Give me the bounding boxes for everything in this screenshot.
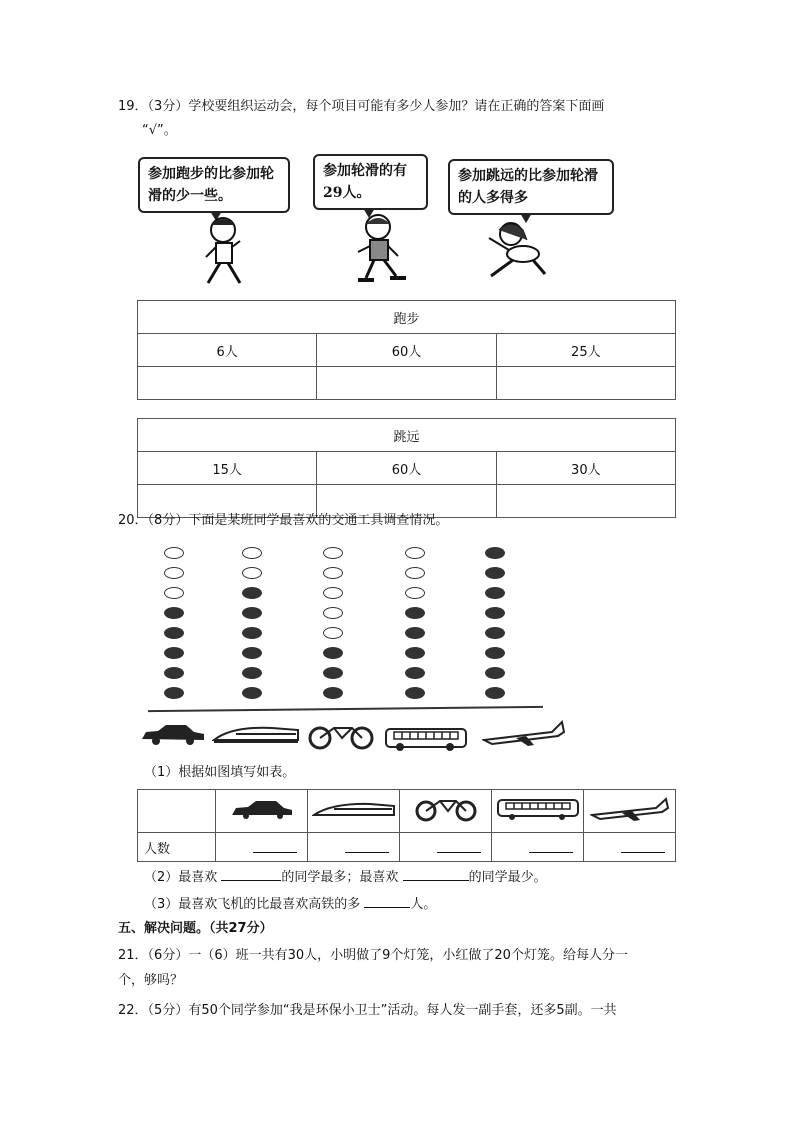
q22-line1: 22．（5分）有50个同学参加“我是环保小卫士”活动。每人发一副手套，还多5副。一共 [118,1003,617,1018]
dot-airplane-filled [485,687,505,699]
dot-car-empty [164,567,184,579]
dot-bus-empty [405,547,425,559]
dot-high-speed-train-empty [242,547,262,559]
q19-text-2: “√”。 [142,123,177,138]
dot-high-speed-train-filled [242,607,262,619]
child-skating-icon [350,212,410,287]
dot-bus-empty [405,567,425,579]
dot-bus-filled [405,627,425,639]
bicycle-icon [306,722,376,750]
table-header-airplane [584,790,676,833]
bicycle-icon [414,796,478,822]
car-icon [140,722,206,746]
option-cell: 60人 [317,334,496,367]
dot-high-speed-train-filled [242,627,262,639]
pictograph-chart [140,535,560,710]
dot-airplane-filled [485,547,505,559]
bus-icon [496,798,580,820]
dot-car-filled [164,687,184,699]
dot-bicycle-empty [323,627,343,639]
car-icon [230,799,294,819]
speech-bubble-skating: 参加轮滑的有29人。 [313,154,428,210]
answer-blank[interactable] [221,866,281,881]
q21-line2: 个，够吗？ [118,973,184,988]
q21-line1: 21．（6分）一（6）班一共有30人，小明做了9个灯笼，小红做了20个灯笼。给每人分一 [118,948,628,963]
high-speed-train-icon [212,722,300,746]
count-blank[interactable] [308,833,400,862]
section-heading: 五、解决问题。（共27分） [118,921,273,936]
child-running-icon [196,215,256,290]
speech-bubble-running: 参加跑步的比参加轮滑的少一些。 [138,157,290,213]
answer-blank[interactable] [403,866,469,881]
dot-airplane-filled [485,627,505,639]
airplane-icon [590,796,670,822]
bus-icon [384,726,468,752]
dot-bus-filled [405,647,425,659]
dot-high-speed-train-empty [242,567,262,579]
dot-bicycle-empty [323,547,343,559]
q19-text: 19．（3分）学校要组织运动会，每个项目可能有多少人参加？请在正确的答案下面画 [118,99,605,114]
vehicle-count-table [137,789,676,862]
dot-car-filled [164,607,184,619]
dot-car-filled [164,667,184,679]
row-label: 人数 [138,833,216,862]
answer-cell[interactable] [317,367,496,400]
dot-car-filled [164,647,184,659]
airplane-icon [482,718,566,748]
speech-bubble-jumping: 参加跳远的比参加轮滑的人多得多 [448,159,614,215]
table-header-car [216,790,308,833]
option-cell: 15人 [138,452,317,485]
option-cell: 30人 [496,452,675,485]
q20-text: 20．（8分）下面是某班同学最喜欢的交通工具调查情况。 [118,513,449,528]
table-header: 跑步 [138,301,676,334]
count-blank[interactable] [216,833,308,862]
empty-header-cell [138,790,216,833]
dot-high-speed-train-filled [242,667,262,679]
q20-sub3 [144,893,436,915]
dot-airplane-filled [485,667,505,679]
count-blank[interactable] [400,833,492,862]
table-header-bus [492,790,584,833]
dot-airplane-filled [485,647,505,659]
dot-car-empty [164,587,184,599]
dot-car-filled [164,627,184,639]
sub2-part-a: （2）最喜欢 [144,870,218,885]
dot-bus-filled [405,607,425,619]
table-header-bicycle [400,790,492,833]
answer-cell[interactable] [138,367,317,400]
option-cell: 6人 [138,334,317,367]
answer-cell[interactable] [496,367,675,400]
sub3-part-a: （3）最喜欢飞机的比最喜欢高铁的多 [144,897,361,912]
dot-bicycle-empty [323,607,343,619]
dot-bus-filled [405,687,425,699]
answer-blank[interactable] [364,893,410,908]
dot-bicycle-filled [323,647,343,659]
count-blank[interactable] [492,833,584,862]
dot-bicycle-filled [323,687,343,699]
table-header: 跳远 [138,419,676,452]
dot-high-speed-train-filled [242,647,262,659]
dot-airplane-filled [485,567,505,579]
option-cell: 60人 [317,452,496,485]
running-options-table [137,300,676,400]
dot-airplane-filled [485,607,505,619]
dot-car-empty [164,547,184,559]
dot-bus-filled [405,667,425,679]
sub3-part-b: 人。 [410,897,437,912]
child-jumping-icon [483,220,553,285]
count-blank[interactable] [584,833,676,862]
high-speed-train-icon [312,799,396,819]
jumping-options-table [137,418,676,518]
dot-bicycle-empty [323,587,343,599]
dot-airplane-filled [485,587,505,599]
q20-sub2 [144,866,547,888]
dot-bicycle-empty [323,567,343,579]
sub2-part-b: 的同学最多；最喜欢 [281,870,399,885]
q20-sub1: （1）根据如图填写如表。 [144,765,296,780]
dot-bus-empty [405,587,425,599]
option-cell: 25人 [496,334,675,367]
dot-high-speed-train-filled [242,587,262,599]
sub2-part-c: 的同学最少。 [468,870,547,885]
table-header-train [308,790,400,833]
dot-bicycle-filled [323,667,343,679]
dot-high-speed-train-filled [242,687,262,699]
